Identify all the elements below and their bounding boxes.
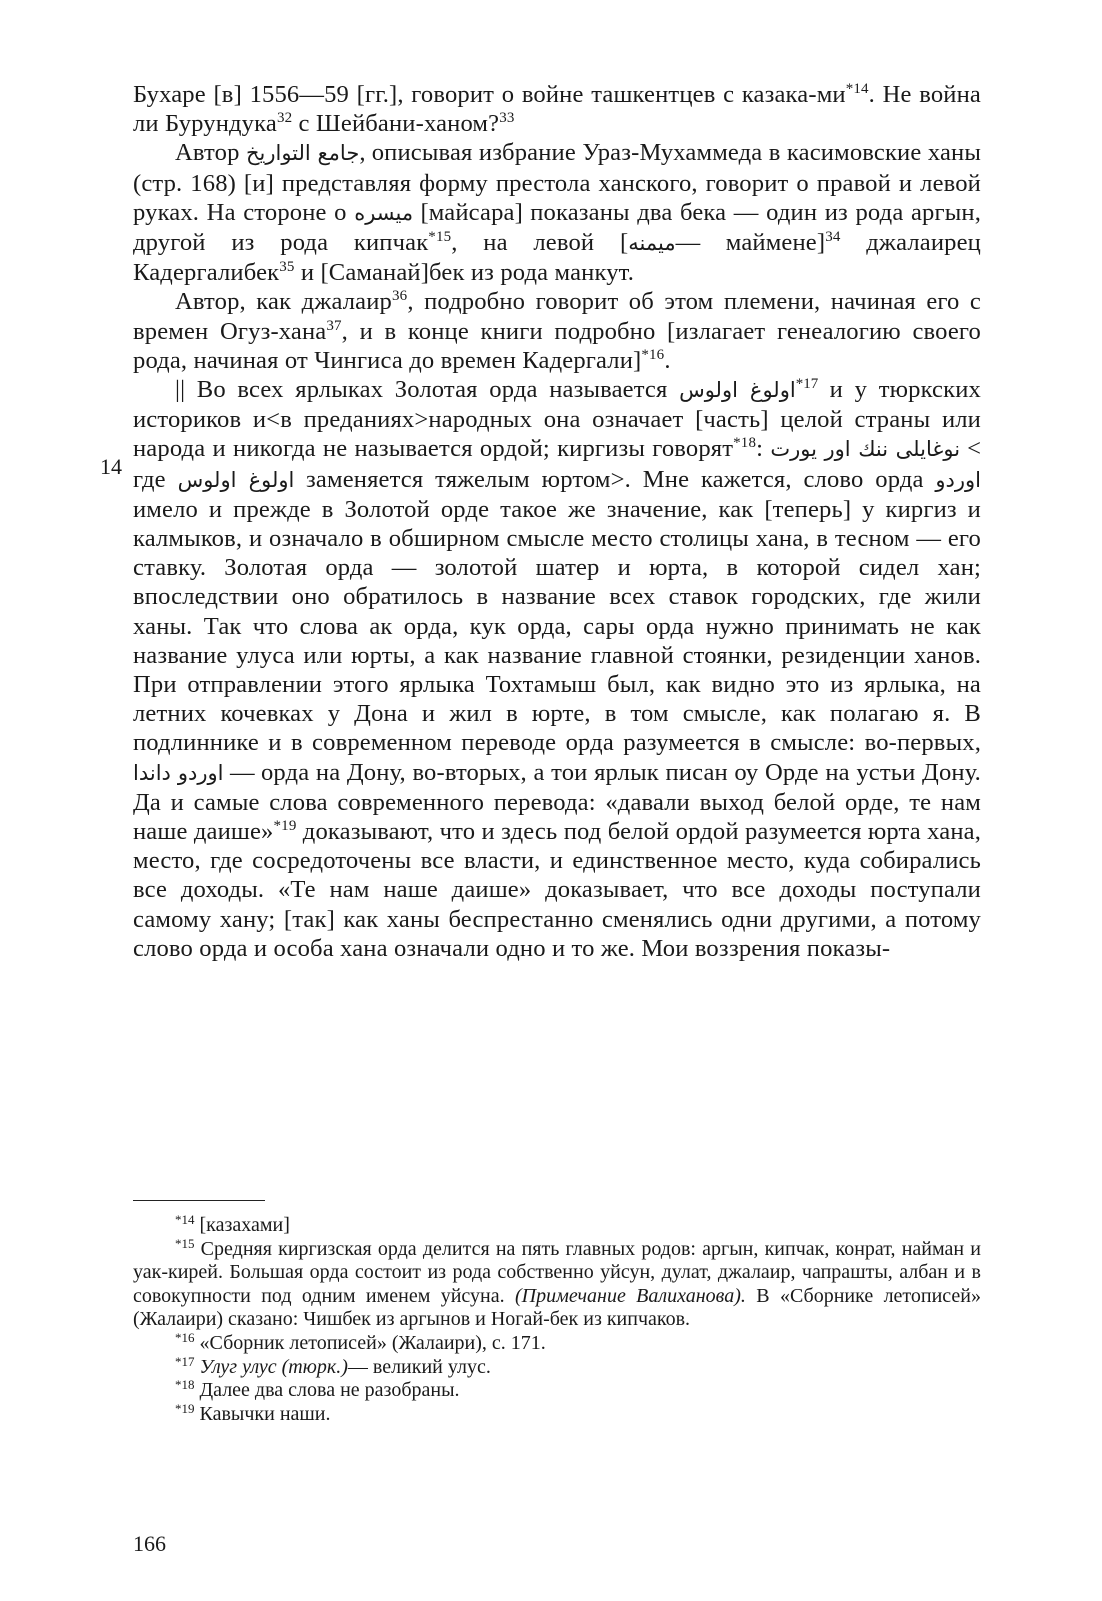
text-run: . [664,346,671,374]
text-run: Бухаре [в] 1556—59 [гг.], говорит о войне ташкентцев с казака-ми [133,81,846,108]
footnote-mark: *19 [175,1400,195,1416]
text-run: , и в конце книги подробно [излагает генеалогию своего рода, начиная от Чингиса до времен Кадергали] [133,317,981,374]
text-run: доказывают, что и здесь под белой ордой разумеется юрта хана, место, где сосредоточены все власти, и единственное место, куда собирались все доходы. «Те нам наше даише» доказывает, что все доходы поступали самому хану; [так] как ханы беспрестанно сменялись одни другими, а потому слово орда и особа хана означали одно и то же. Мои воззрения показы- [133,818,981,962]
arabic-text: اولوغ اولوس [679,378,796,403]
page-number: 166 [133,1531,166,1556]
endnote-ref: 32 [276,110,293,127]
footnote-text: Далее два слова не разобраны. [194,1379,460,1402]
text-run: — орда на Дону, во-вторых, а тои ярлык писан оу Орде на устьи Дону. Да и самые слова современного перевода: «давали выход белой орде, те нам наше даише» [133,758,981,846]
margin-number: 14 [100,454,122,479]
paragraph-1 [133,80,981,138]
main-text [133,80,981,963]
text-run: , описывая избрание Ураз-Мухаммеда в касимовские ханы (стр. 168) [и] представляя форму престола ханского, говорит о правой и левой руках. На стороне о [133,139,981,226]
endnote-ref: 34 [825,229,841,246]
text-run: — маймене] [675,229,826,257]
footnote-ref: *17 [795,376,819,393]
endnote-ref: 35 [279,259,295,276]
footnote-ref: *15 [428,229,452,246]
text-run: Автор [175,139,246,167]
text-run: заменяется тяжелым юртом>. Мне кажется, слово орда [294,465,936,493]
text-run: . Не война ли Бурундука [133,81,981,138]
arabic-text: اولوغ اولوس [177,467,295,492]
footnote-18 [133,1379,981,1403]
text-run: || Во всех ярлыках Золотая орда называется [175,376,680,404]
text-run: , на левой [ [451,229,629,257]
text-run: : [756,435,771,463]
footnote-text: В «Сборнике летописей» (Жалаири) сказано: Чишбек из аргынов и Ногай-бек из кипчаков. [133,1284,982,1331]
footnote-ref: *14 [845,81,869,97]
text-run: [майсара] показаны два бека — один из рода аргын, другой из рода кипчак [133,198,981,257]
footnote-ref: *16 [641,346,665,363]
paragraph-2 [133,138,981,287]
endnote-ref: 36 [392,288,408,305]
footnote-mark: *16 [175,1329,195,1345]
footnote-italic: (Примечание Валиханова). [515,1284,746,1307]
text-run: и у тюркских историков и<в преданиях>народных она означает [часть] целой страны или народа и никогда не называется ордой; киргизы говорят [133,376,981,463]
footnote-text: Кавычки наши. [194,1402,331,1425]
endnote-ref: 37 [326,317,342,334]
footnote-14 [133,1214,981,1238]
footnote-text: [казахами] [194,1214,290,1236]
footnote-text: «Сборник летописей» (Жалаири), с. 171. [194,1331,546,1354]
footnote-mark: *14 [175,1212,195,1227]
footnote-mark: *15 [175,1235,195,1251]
text-run: Автор, как джалаир [175,288,392,316]
footnote-text: Средняя киргизская орда делится на пять главных родов: аргын, кипчак, конрат, найман и уак-кирей. Большая орда состоит из рода собственно уйсун, дулат, джалаир, чапрашты, албан и в совокупности под одним именем уйсуна. [133,1237,981,1307]
arabic-text: ميمنه [628,231,676,256]
footnote-19 [133,1400,981,1427]
endnote-ref: 33 [499,110,515,127]
footnote-15 [133,1235,982,1332]
arabic-text: نوغايلى ننك اور يورت [770,437,961,462]
paragraph-3 [133,287,981,375]
text-run: и [Саманай]бек из рода манкут. [294,259,635,287]
footnote-italic: Улуг улус (тюрк.) [194,1355,348,1378]
arabic-text: جامع التواريخ [245,141,360,166]
footnote-ref: *19 [273,818,297,835]
footnotes [133,1214,981,1426]
arabic-text: ميسره [354,200,414,225]
arabic-text: اوردو [935,467,981,492]
footnote-ref: *18 [733,435,757,452]
text-run: , подробно говорит об этом племени, начиная его с времен Огуз-хана [133,288,981,345]
footnote-divider [133,1200,265,1201]
text-run: < где [133,435,981,493]
footnote-mark: *17 [175,1353,195,1369]
footnote-16 [133,1329,981,1356]
text-run: джалаирец Кадергалибек [133,229,981,287]
footnote-17 [133,1353,981,1380]
arabic-text: اوردو داندا [133,760,224,785]
footnote-mark: *18 [175,1377,195,1393]
text-run: имело и прежде в Золотой орде такое же значение, как [теперь] у киргиз и калмыков, и означало в обширном смысле место столицы хана, в тесном — его ставку. Золотая орда — золотой шатер и юрта, в которой сидел хан; впоследствии оно обратилось в название всех ставок городских, где жили ханы. Так что слова ак орда, кук орда, сары орда нужно принимать не как название улуса или юрты, а как название главной стоянки, резиденции ханов. При отправлении этого ярлыка Тохтамыш был, как видно это из ярлыка, на летних кочевках у Дона и жил в юрте, в том смысле, как полагаю я. В подлиннике и в современном переводе орда разумеется в смысле: во-первых, [133,495,981,757]
text-run: с Шейбани-ханом? [292,110,500,138]
paragraph-4 [133,375,981,963]
footnote-text: — великий улус. [347,1355,491,1378]
